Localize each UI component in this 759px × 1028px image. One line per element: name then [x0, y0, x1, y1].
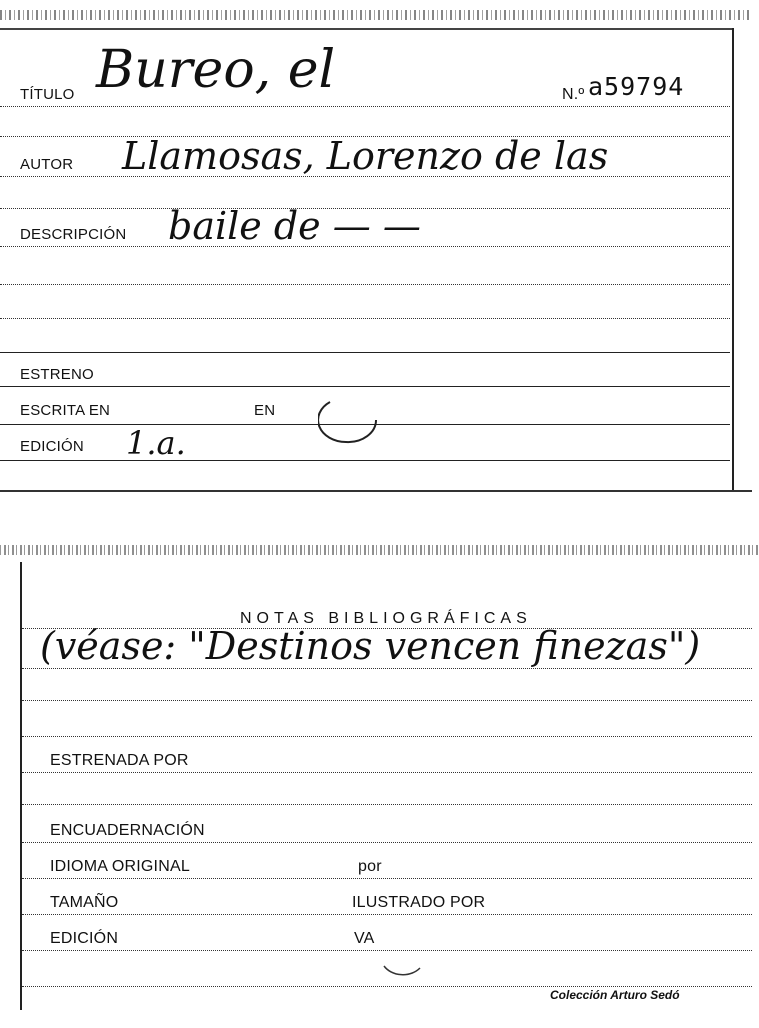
rule-line — [22, 700, 752, 701]
estrenada-line — [22, 772, 752, 773]
numero-value: a59794 — [588, 72, 685, 101]
rule-line — [22, 804, 752, 805]
rule-line — [0, 284, 730, 285]
scan-noise-top — [0, 545, 759, 555]
catalog-card-front — [0, 0, 752, 490]
idioma-original-label: IDIOMA ORIGINAL — [50, 858, 190, 875]
por-label: por — [358, 858, 382, 875]
estrenada-por-label: ESTRENADA POR — [50, 752, 189, 769]
card-top-edge — [0, 28, 732, 30]
ilustrado-por-label: ILUSTRADO POR — [352, 894, 486, 911]
punch-hole-icon — [376, 936, 432, 976]
encuadernacion-label: ENCUADERNACIÓN — [50, 822, 205, 839]
numero-label: N.º — [562, 86, 585, 103]
titulo-value: Bureo, el — [96, 40, 336, 100]
en-label: EN — [254, 402, 276, 419]
estreno-line — [0, 386, 730, 387]
tamano-line — [22, 914, 752, 915]
estreno-label: ESTRENO — [20, 366, 94, 383]
notas-value: (véase: "Destinos vencen finezas") — [40, 624, 701, 668]
scan-noise-top — [0, 10, 752, 20]
edicion-label-back: EDICIÓN — [50, 930, 119, 947]
catalog-card-back — [0, 540, 759, 1028]
descripcion-value: baile de — — — [168, 204, 421, 248]
va-label: VA — [354, 930, 375, 947]
descripcion-label: DESCRIPCIÓN — [20, 226, 127, 243]
edicion-label: EDICIÓN — [20, 438, 84, 455]
tamano-label: TAMAÑO — [50, 894, 119, 911]
rule-line — [22, 736, 752, 737]
titulo-label: TÍTULO — [20, 86, 75, 103]
edicion-line — [0, 460, 730, 461]
rule-line — [22, 986, 752, 987]
rule-line — [0, 318, 730, 319]
encuadernacion-line — [22, 842, 752, 843]
card-bottom-edge — [0, 490, 752, 492]
notas-heading: NOTAS BIBLIOGRÁFICAS — [240, 610, 532, 627]
notas-line — [22, 668, 752, 669]
collection-footer: Colección Arturo Sedó — [550, 988, 680, 1002]
section-divider — [0, 352, 730, 353]
titulo-line — [0, 106, 730, 107]
autor-line — [0, 176, 730, 177]
punch-hole-icon — [318, 398, 384, 446]
idioma-line — [22, 878, 752, 879]
autor-label: AUTOR — [20, 156, 74, 173]
autor-value: Llamosas, Lorenzo de las — [122, 134, 609, 178]
edicion-value: 1.a. — [126, 424, 186, 462]
card-left-edge — [20, 562, 22, 1010]
card-right-edge — [732, 28, 734, 490]
descripcion-line — [0, 246, 730, 247]
escrita-en-label: ESCRITA EN — [20, 402, 111, 419]
